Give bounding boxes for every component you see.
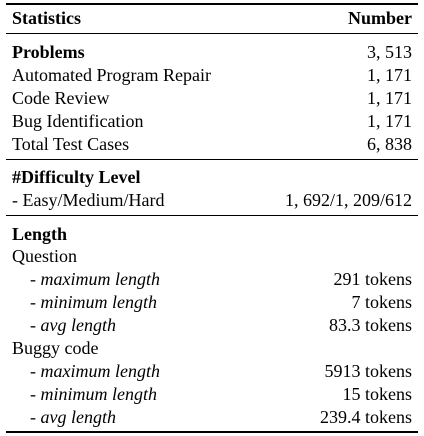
bottom-rule — [6, 431, 418, 433]
problem-label: Bug Identification — [12, 111, 144, 131]
problem-value: 6, 838 — [367, 134, 412, 154]
problems-title: Problems — [12, 42, 85, 62]
top-rule — [6, 3, 418, 5]
length-value: 239.4 tokens — [320, 407, 412, 427]
length-label: - minimum length — [30, 292, 157, 312]
section-rule — [6, 215, 418, 216]
buggy-code-title: Buggy code — [12, 338, 99, 358]
header-rule — [6, 33, 418, 34]
header-row — [12, 7, 412, 30]
length-title: Length — [12, 224, 68, 244]
problem-label: Automated Program Repair — [12, 65, 211, 85]
difficulty-title-row — [12, 166, 412, 189]
length-value: 83.3 tokens — [329, 315, 412, 335]
length-value: 15 tokens — [342, 384, 412, 404]
length-value: 7 tokens — [351, 292, 412, 312]
length-label: - maximum length — [30, 269, 160, 289]
question-title-row — [12, 245, 412, 268]
difficulty-row — [12, 189, 412, 212]
difficulty-title: #Difficulty Level — [12, 167, 141, 187]
buggy-max-row — [12, 360, 412, 383]
problem-value: 1, 171 — [367, 111, 412, 131]
question-max-row — [12, 268, 412, 291]
length-value: 291 tokens — [333, 269, 412, 289]
problem-row-apr — [12, 64, 412, 87]
problem-row-code-review — [12, 87, 412, 110]
difficulty-value: 1, 692/1, 209/612 — [284, 190, 412, 210]
problem-label: Total Test Cases — [12, 134, 130, 154]
difficulty-label: - Easy/Medium/Hard — [12, 190, 165, 210]
buggy-code-title-row — [12, 337, 412, 360]
length-label: - maximum length — [30, 361, 160, 381]
problems-total: 3, 513 — [367, 42, 412, 62]
length-title-row — [12, 223, 412, 246]
problem-row-bug-identification — [12, 110, 412, 133]
length-value: 5913 tokens — [324, 361, 412, 381]
length-label: - minimum length — [30, 384, 157, 404]
section-rule — [6, 159, 418, 160]
length-label: - avg length — [30, 407, 116, 427]
buggy-min-row — [12, 383, 412, 406]
length-label: - avg length — [30, 315, 116, 335]
problem-value: 1, 171 — [367, 88, 412, 108]
header-number: Number — [348, 8, 412, 28]
problem-label: Code Review — [12, 88, 110, 108]
problem-value: 1, 171 — [367, 65, 412, 85]
buggy-avg-row — [12, 406, 412, 429]
question-avg-row — [12, 314, 412, 337]
problem-row-test-cases — [12, 133, 412, 156]
header-statistics: Statistics — [12, 8, 81, 28]
question-min-row — [12, 291, 412, 314]
question-title: Question — [12, 246, 77, 266]
problems-row — [12, 41, 412, 64]
